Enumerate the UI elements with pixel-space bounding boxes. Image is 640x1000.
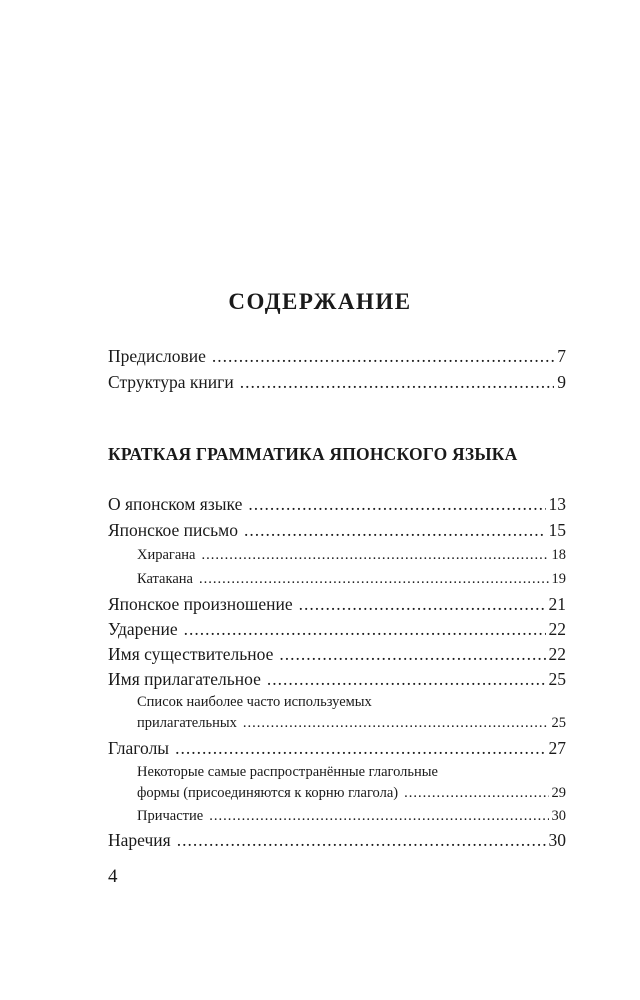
toc-page-number: 18	[551, 547, 566, 563]
toc-entry-japanese-writing[interactable]	[108, 520, 566, 541]
toc-entry-pronunciation[interactable]	[108, 594, 566, 615]
toc-entry-book-structure[interactable]	[108, 372, 566, 393]
toc-entry-label: Наречия	[108, 830, 171, 850]
toc-leader-dots	[299, 594, 546, 615]
toc-entry-label-line2: формы (присоединяются к корню глагола)	[137, 785, 399, 801]
toc-page-number: 30	[551, 808, 566, 824]
toc-entry-verb-forms[interactable]	[137, 785, 566, 802]
toc-leader-dots	[209, 808, 548, 825]
toc-entry-label: О японском языке	[108, 494, 243, 514]
toc-leader-dots	[243, 715, 549, 732]
toc-page-number: 13	[548, 494, 566, 514]
toc-entry-label-line1[interactable]: Некоторые самые распространённые глагольные	[137, 764, 438, 780]
toc-entry-label: Предисловие	[108, 346, 206, 366]
toc-leader-dots	[199, 571, 549, 588]
toc-entry-label: Имя прилагательное	[108, 669, 261, 689]
toc-entry-label: Структура книги	[108, 372, 234, 392]
toc-entry-noun[interactable]	[108, 644, 566, 665]
toc-entry-label: Причастие	[137, 808, 204, 824]
toc-page-number: 22	[548, 644, 566, 664]
toc-entry-label: Ударение	[108, 619, 178, 639]
toc-entry-adjective[interactable]	[108, 669, 566, 690]
toc-leader-dots	[202, 547, 549, 564]
toc-page-number: 30	[548, 830, 566, 850]
toc-entry-katakana[interactable]	[137, 571, 566, 588]
page-title: СОДЕРЖАНИЕ	[228, 289, 412, 314]
toc-entry-label: Глаголы	[108, 738, 170, 758]
toc-page-number: 19	[551, 571, 566, 587]
toc-entry-about-japanese[interactable]	[108, 494, 566, 515]
toc-entry-label-line1[interactable]: Список наиболее часто используемых	[137, 694, 372, 710]
toc-leader-dots	[244, 520, 546, 541]
toc-leader-dots	[212, 346, 554, 367]
toc-entry-adverbs[interactable]	[108, 830, 566, 851]
toc-entry-verbs[interactable]	[108, 738, 566, 759]
toc-page-number: 25	[548, 669, 566, 689]
toc-entry-preface[interactable]	[108, 346, 566, 367]
toc-entry-stress[interactable]	[108, 619, 566, 640]
toc-leader-dots	[177, 830, 546, 851]
toc-leader-dots	[248, 494, 545, 515]
toc-page-number: 7	[557, 346, 566, 366]
toc-entry-label: Хирагана	[137, 547, 196, 563]
toc-leader-dots	[175, 738, 545, 759]
toc-entry-hiragana[interactable]	[137, 547, 566, 564]
toc-page-number: 15	[548, 520, 566, 540]
toc-entry-label: Катакана	[137, 571, 193, 587]
toc-entry-label: Имя существительное	[108, 644, 274, 664]
toc-page-number: 29	[551, 785, 566, 801]
toc-page-number: 9	[557, 372, 566, 392]
toc-leader-dots	[184, 619, 546, 640]
toc-page-number: 22	[548, 619, 566, 639]
toc-page-number: 27	[548, 738, 566, 758]
toc-leader-dots	[279, 644, 545, 665]
toc-entry-label-line2: прилагательных	[137, 715, 237, 731]
toc-entry-participle[interactable]	[137, 808, 566, 825]
toc-entry-label: Японское произношение	[108, 594, 293, 614]
toc-page-number: 25	[551, 715, 566, 731]
toc-page-number: 21	[548, 594, 566, 614]
toc-leader-dots	[404, 785, 548, 802]
page-number: 4	[108, 866, 118, 887]
toc-entry-common-adjectives[interactable]	[137, 715, 566, 732]
section-title: КРАТКАЯ ГРАММАТИКА ЯПОНСКОГО ЯЗЫКА	[108, 444, 518, 464]
toc-leader-dots	[240, 372, 555, 393]
toc-leader-dots	[267, 669, 546, 690]
toc-entry-label: Японское письмо	[108, 520, 238, 540]
